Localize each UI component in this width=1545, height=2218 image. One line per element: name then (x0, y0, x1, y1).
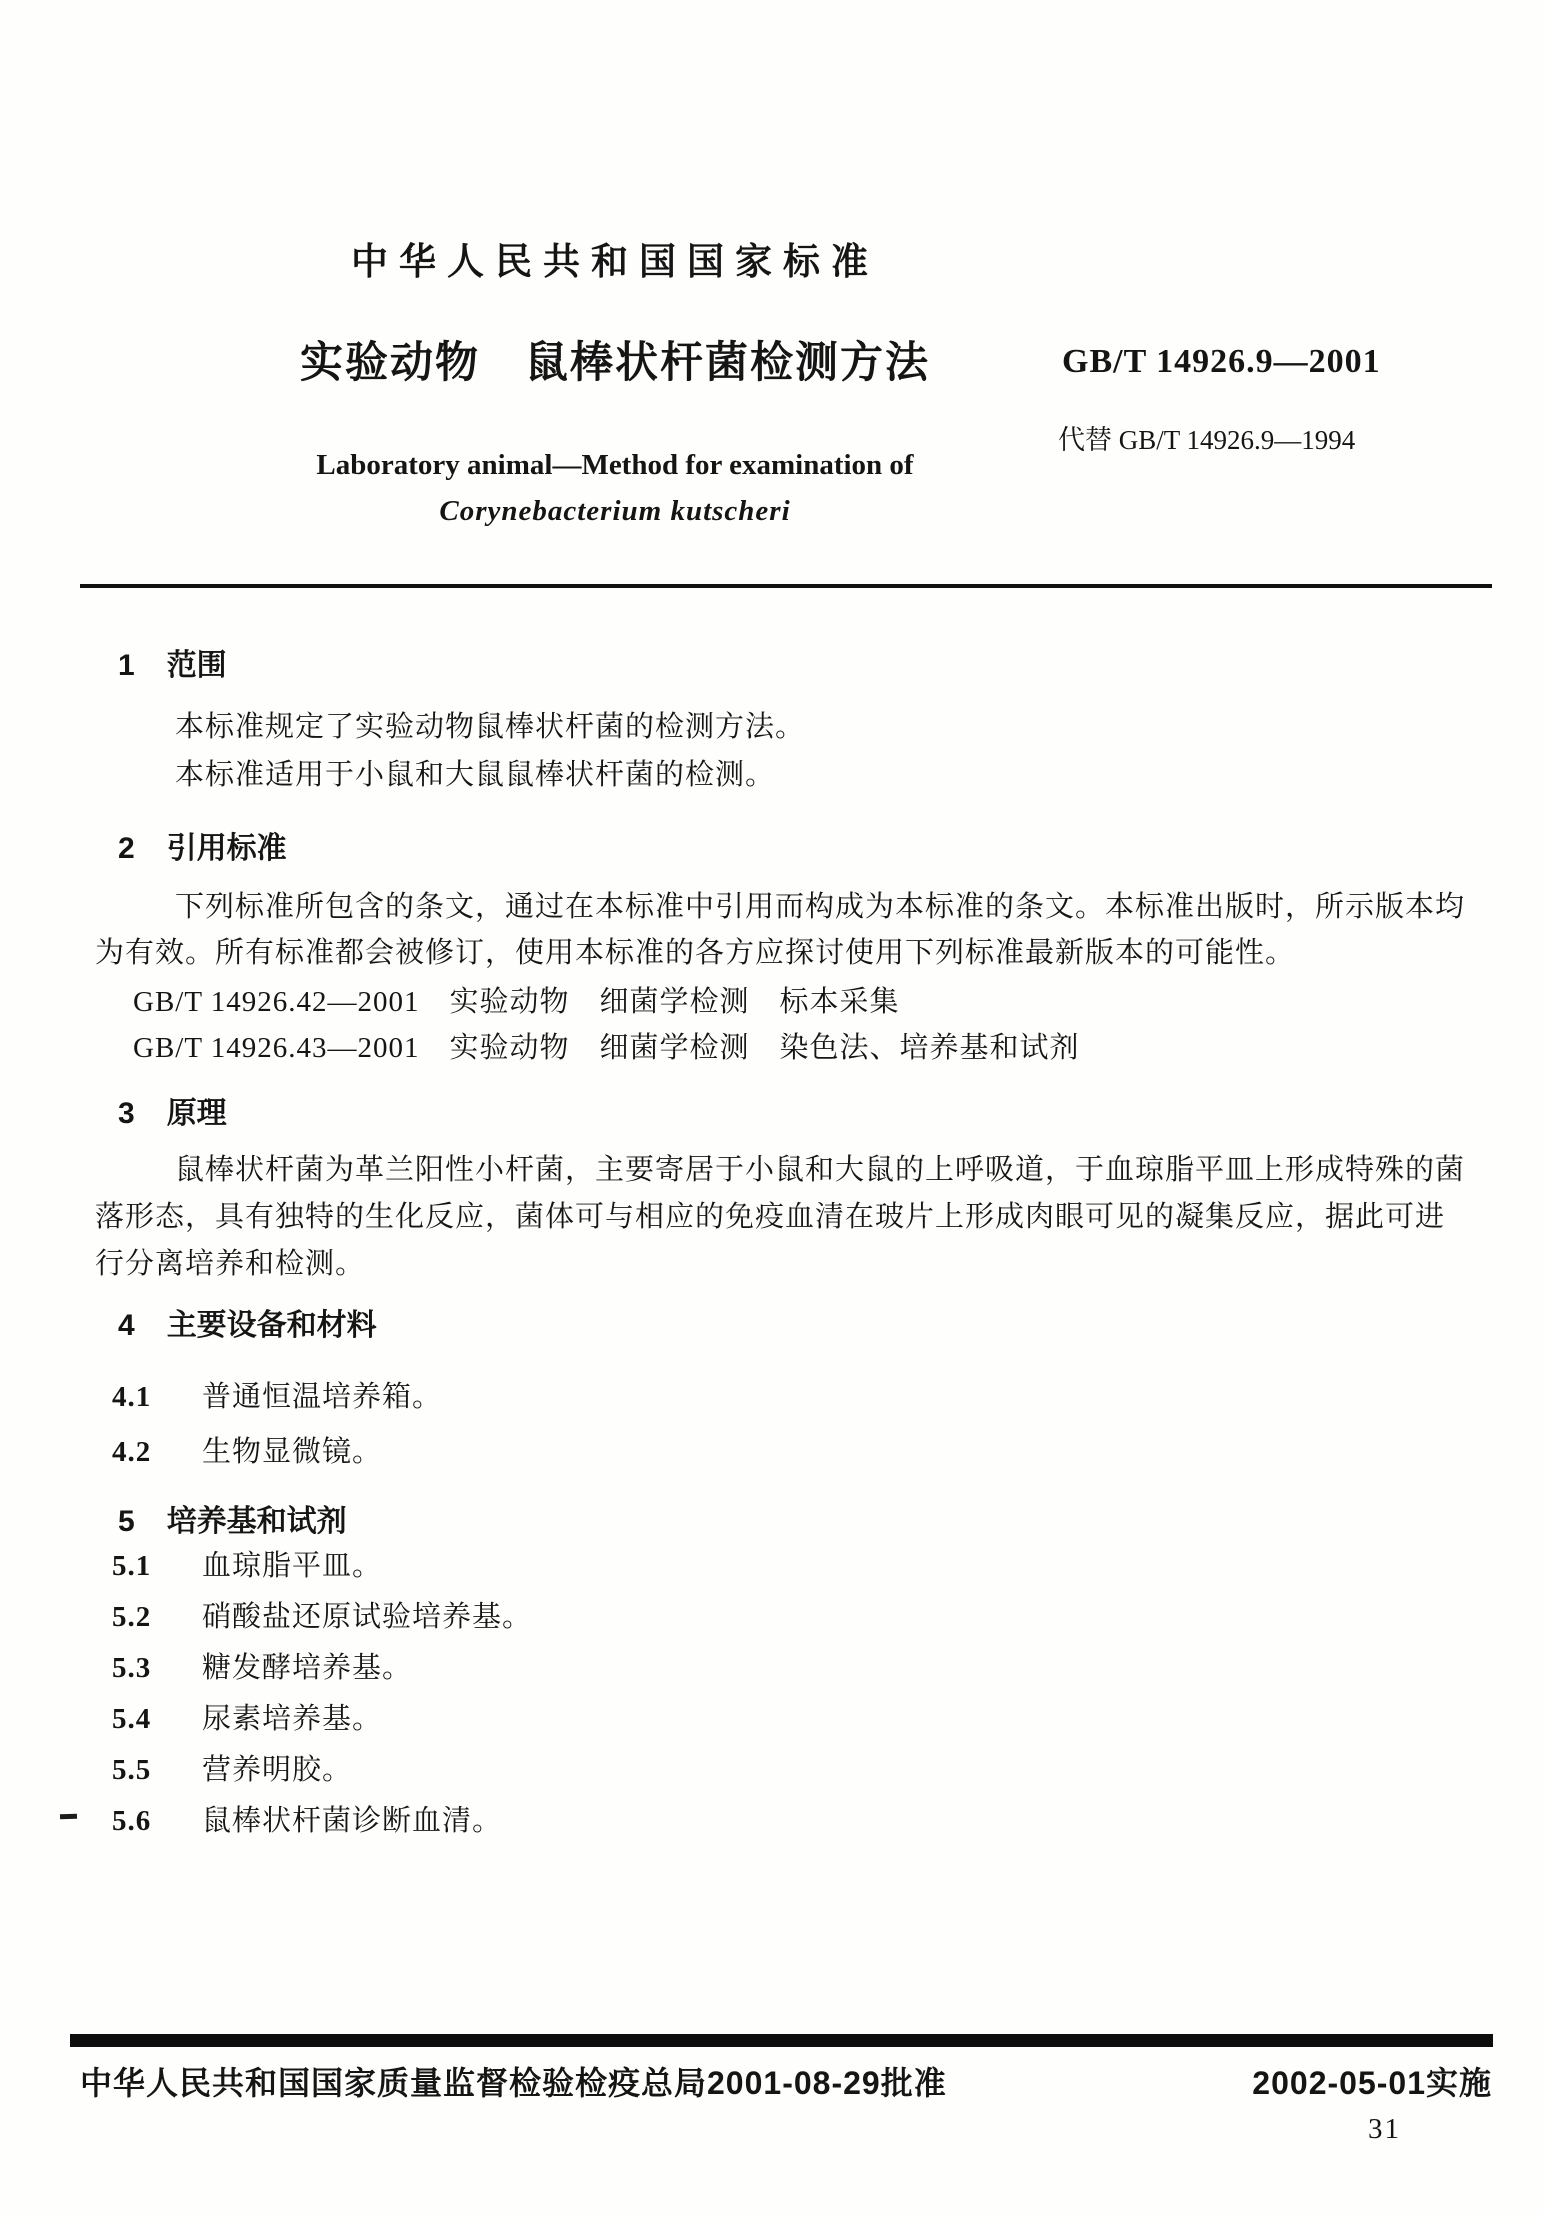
scan-margin-mark (60, 1814, 77, 1820)
clause-number: 5.2 (112, 1601, 152, 1633)
clause-text: 生物显微镜。 (202, 1436, 383, 1468)
section-2-title: 引用标准 (166, 832, 287, 865)
section-5-heading (118, 1504, 347, 1540)
clause-text: 尿素培养基。 (202, 1703, 383, 1735)
section-1-number: 1 (118, 649, 135, 682)
document-title-cn: 实验动物 鼠棒状杆菌检测方法 (300, 339, 930, 387)
section-5-title: 培养基和试剂 (166, 1505, 347, 1538)
section-3-paragraph-line: 行分离培养和检测。 (95, 1248, 366, 1280)
page-number: 31 (1368, 2113, 1401, 2145)
clause-5-2 (112, 1600, 532, 1635)
clause-number: 5.3 (112, 1652, 152, 1684)
clause-number: 5.1 (112, 1550, 152, 1582)
clause-5-5 (112, 1753, 352, 1788)
section-3-heading (118, 1096, 227, 1132)
section-2-number: 2 (118, 832, 135, 865)
clause-number: 4.2 (112, 1436, 152, 1468)
clause-text: 血琼脂平皿。 (202, 1550, 383, 1582)
document-title-en-line1: Laboratory animal—Method for examination of (316, 449, 914, 481)
clause-text: 普通恒温培养箱。 (202, 1381, 443, 1413)
section-1-heading (118, 648, 227, 684)
approval-statement: 中华人民共和国国家质量监督检验检疫总局2001-08-29批准 (80, 2065, 947, 2101)
section-2-heading (118, 831, 287, 867)
clause-number: 5.4 (112, 1703, 152, 1735)
clause-number: 5.5 (112, 1754, 152, 1786)
section-4-number: 4 (118, 1309, 135, 1342)
section-1-title: 范围 (166, 649, 227, 682)
section-4-heading (118, 1308, 377, 1344)
clause-5-4 (112, 1702, 382, 1737)
section-3-title: 原理 (166, 1097, 227, 1130)
section-2-paragraph-line: 为有效。所有标准都会被修订，使用本标准的各方应探讨使用下列标准最新版本的可能性。 (95, 937, 1296, 969)
clause-5-6 (112, 1804, 502, 1839)
clause-number: 4.1 (112, 1381, 152, 1413)
section-3-number: 3 (118, 1097, 135, 1130)
section-3-paragraph-line: 鼠棒状杆菌为革兰阳性小杆菌，主要寄居于小鼠和大鼠的上呼吸道，于血琼脂平皿上形成特殊的菌 (175, 1154, 1466, 1186)
footer-rule (70, 2034, 1493, 2047)
reference-entry: GB/T 14926.42—2001 实验动物 细菌学检测 标本采集 (133, 986, 900, 1018)
clause-number: 5.6 (112, 1805, 152, 1837)
section-5-number: 5 (118, 1505, 135, 1538)
reference-entry: GB/T 14926.43—2001 实验动物 细菌学检测 染色法、培养基和试剂 (133, 1032, 1080, 1064)
clause-5-1 (112, 1549, 382, 1584)
replaces-note: 代替 GB/T 14926.9—1994 (1058, 425, 1356, 455)
clause-text: 糖发酵培养基。 (202, 1652, 413, 1684)
standard-number: GB/T 14926.9—2001 (1062, 343, 1381, 380)
clause-text: 鼠棒状杆菌诊断血清。 (202, 1805, 503, 1837)
clause-4-1 (112, 1380, 442, 1415)
section-3-paragraph-line: 落形态，具有独特的生化反应，菌体可与相应的免疫血清在玻片上形成肉眼可见的凝集反应，据此可进 (95, 1201, 1446, 1233)
document-title-en-line2: Corynebacterium kutscheri (439, 495, 791, 527)
section-4-title: 主要设备和材料 (166, 1309, 377, 1342)
section-1-paragraph-line: 本标准适用于小鼠和大鼠鼠棒状杆菌的检测。 (175, 759, 776, 791)
clause-text: 硝酸盐还原试验培养基。 (202, 1601, 533, 1633)
section-1-paragraph-line: 本标准规定了实验动物鼠棒状杆菌的检测方法。 (175, 711, 806, 743)
clause-4-2 (112, 1435, 382, 1470)
national-standard-label: 中华人民共和国国家标准 (351, 241, 879, 282)
clause-5-3 (112, 1651, 412, 1686)
section-2-paragraph-line: 下列标准所包含的条文，通过在本标准中引用而构成为本标准的条文。本标准出版时，所示版本均 (175, 891, 1466, 923)
implementation-date: 2002-05-01实施 (1252, 2065, 1492, 2101)
clause-text: 营养明胶。 (202, 1754, 353, 1786)
header-rule (80, 584, 1492, 588)
